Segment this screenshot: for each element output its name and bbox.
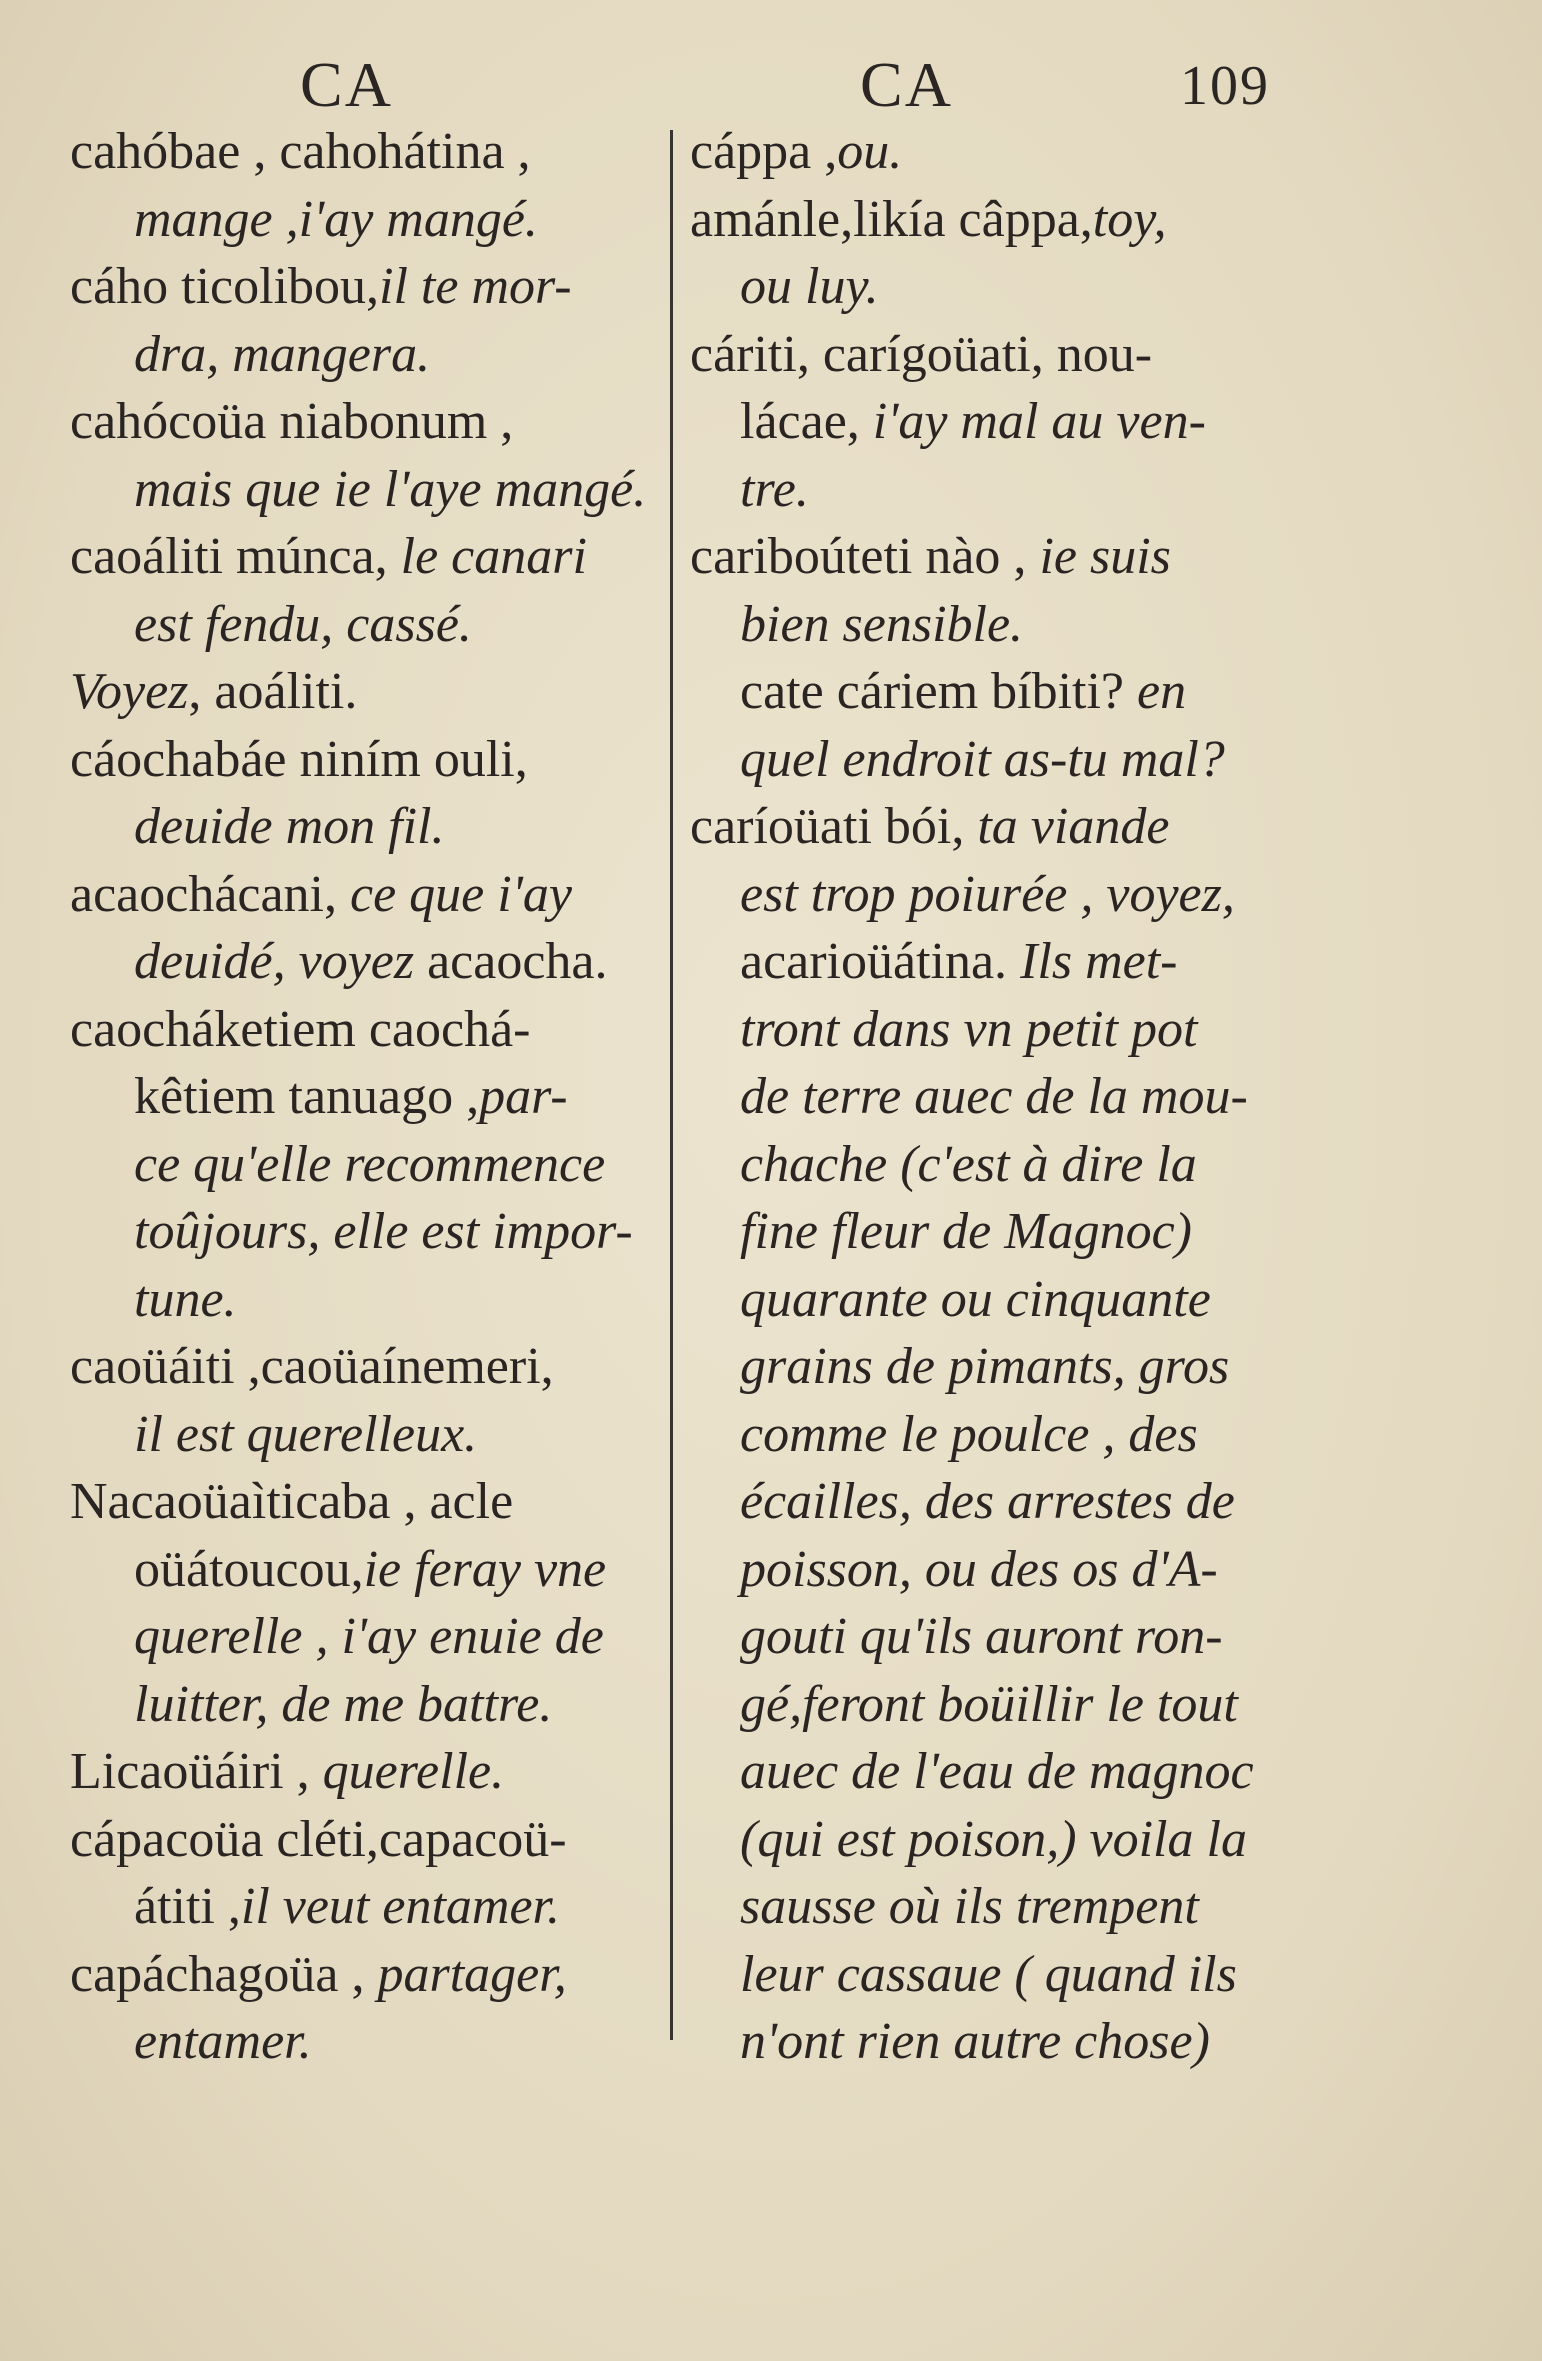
french-gloss: querelle , i'ay enuie de — [134, 1608, 604, 1665]
entry-line — [70, 1806, 670, 1874]
french-gloss: gé,feront boüillir le tout — [740, 1675, 1238, 1733]
entry-line — [70, 253, 670, 321]
entry-line — [690, 1401, 1290, 1469]
french-gloss: toy, — [1092, 190, 1167, 248]
carib-term: capáchagoüa , — [70, 1945, 378, 2003]
carib-term: cáochabáe niním ouli, — [70, 730, 528, 788]
french-gloss: tune. — [134, 1270, 237, 1328]
entry-line — [70, 1333, 670, 1401]
french-gloss: ou. — [837, 123, 903, 180]
french-gloss: écailles, des arrestes de — [740, 1473, 1235, 1530]
entry-line — [690, 726, 1290, 794]
french-gloss: tre. — [740, 460, 809, 518]
carib-term: caoüáiti ,caoüaínemeri, — [70, 1338, 554, 1395]
entry-line — [690, 321, 1290, 389]
entry-line — [690, 523, 1290, 591]
french-gloss: par- — [479, 1068, 568, 1125]
entry-line — [690, 1671, 1290, 1739]
entry-line — [690, 1738, 1290, 1806]
french-gloss: leur cassaue ( quand ils — [740, 1945, 1237, 2003]
french-gloss: chache (c'est à dire la — [740, 1135, 1197, 1193]
entry-line — [690, 118, 1290, 186]
french-gloss: fine fleur de Magnoc) — [740, 1203, 1192, 1260]
carib-term: amánle,likía câppa, — [690, 190, 1093, 248]
french-gloss: (qui est poison,) voila la — [740, 1810, 1247, 1868]
entry-line — [690, 1536, 1290, 1604]
french-gloss: sausse où ils trempent — [740, 1878, 1199, 1935]
right-column — [690, 118, 1290, 2076]
carib-term: acaocha. — [414, 933, 608, 990]
french-gloss: poisson, ou des os d'A- — [740, 1540, 1218, 1598]
right-running-head: CA — [860, 49, 953, 120]
french-gloss: dra, mangera. — [134, 325, 431, 383]
french-gloss: bien sensible. — [740, 595, 1024, 653]
carib-term: cariboúteti nào , — [690, 528, 1040, 585]
entry-line — [70, 658, 670, 726]
carib-term: lácae, — [740, 393, 873, 450]
french-gloss: le canari — [400, 528, 587, 585]
entry-line — [690, 928, 1290, 996]
french-gloss: i'ay mal au ven- — [872, 393, 1206, 450]
entry-line — [70, 1401, 670, 1469]
french-gloss: quel endroit as-tu mal? — [740, 730, 1225, 788]
entry-line — [70, 456, 670, 524]
carib-term: oüátoucou, — [134, 1540, 364, 1598]
entry-line — [690, 1198, 1290, 1266]
entry-line — [690, 1266, 1290, 1334]
entry-line — [70, 321, 670, 389]
column-divider — [670, 130, 673, 2040]
french-gloss: querelle. — [322, 1743, 505, 1800]
french-gloss: de terre auec de la mou- — [740, 1068, 1248, 1125]
carib-term: cáppa , — [690, 123, 838, 180]
french-gloss: mange ,i'ay mangé. — [134, 190, 538, 248]
carib-term: cápacoüa cléti,capacoü- — [70, 1810, 567, 1868]
entry-line — [690, 861, 1290, 929]
carib-term: kêtiem tanuago , — [134, 1068, 480, 1125]
entry-line — [690, 1806, 1290, 1874]
entry-line — [690, 591, 1290, 659]
french-gloss: deuide mon fil. — [134, 798, 445, 855]
entry-line — [690, 456, 1290, 524]
entry-line — [70, 928, 670, 996]
left-column — [70, 118, 670, 2076]
entry-line — [690, 1603, 1290, 1671]
entry-line — [70, 186, 670, 254]
entry-line — [70, 1603, 670, 1671]
carib-term: cáho ticolibou, — [70, 258, 380, 315]
entry-line — [70, 1063, 670, 1131]
entry-line — [70, 1941, 670, 2009]
french-gloss: est trop poiurée , voyez, — [740, 865, 1235, 923]
carib-term: Licaoüáiri , — [70, 1743, 323, 1800]
entry-line — [70, 1738, 670, 1806]
french-gloss: mais que ie l'aye mangé. — [134, 460, 647, 518]
french-gloss: il est querelleux. — [134, 1405, 478, 1463]
entry-line — [690, 388, 1290, 456]
entry-line — [70, 591, 670, 659]
entry-line — [690, 1873, 1290, 1941]
entry-line — [70, 388, 670, 456]
entry-line — [690, 996, 1290, 1064]
french-gloss: il te mor- — [379, 258, 572, 315]
entry-line — [70, 118, 670, 186]
entry-line — [70, 793, 670, 861]
french-gloss: deuidé, voyez — [134, 933, 415, 990]
french-gloss: luitter, de me battre. — [134, 1675, 553, 1733]
carib-term: caocháketiem caochá- — [70, 1000, 531, 1058]
french-gloss: entamer. — [134, 2013, 312, 2070]
carib-term: caríoüati bói, — [690, 798, 978, 855]
entry-line — [690, 2008, 1290, 2076]
french-gloss: partager, — [377, 1945, 567, 2003]
entry-line — [70, 2008, 670, 2076]
french-gloss: ou luy. — [740, 258, 879, 315]
carib-term: caoáliti múnca, — [70, 528, 401, 585]
page-number: 109 — [1180, 55, 1270, 117]
french-gloss: ce qu'elle recommence — [134, 1135, 606, 1193]
entry-line — [690, 253, 1290, 321]
entry-line — [690, 1333, 1290, 1401]
entry-line — [70, 1536, 670, 1604]
entry-line — [70, 861, 670, 929]
french-gloss: grains de pimants, gros — [740, 1338, 1230, 1395]
french-gloss: tront dans vn petit pot — [740, 1000, 1198, 1058]
french-gloss: ta viande — [977, 798, 1170, 855]
french-gloss: Voyez — [70, 663, 189, 720]
french-gloss: gouti qu'ils auront ron- — [740, 1608, 1223, 1665]
french-gloss: ie feray vne — [363, 1540, 607, 1598]
french-gloss: est fendu, cassé. — [134, 595, 472, 653]
entry-line — [70, 1131, 670, 1199]
french-gloss: ce que i'ay — [350, 865, 572, 923]
french-gloss: il veut entamer. — [240, 1878, 561, 1935]
entry-line — [690, 1468, 1290, 1536]
carib-term: cahóbae , cahohátina , — [70, 123, 531, 180]
entry-line — [690, 1063, 1290, 1131]
entry-line — [70, 1671, 670, 1739]
entry-line — [70, 1266, 670, 1334]
french-gloss: toûjours, elle est impor- — [134, 1203, 633, 1260]
french-gloss: en — [1137, 663, 1187, 720]
carib-term: cáriti, carígoüati, nou- — [690, 325, 1153, 383]
french-gloss: quarante ou cinquante — [740, 1270, 1211, 1328]
carib-term: Nacaoüaìticaba , acle — [70, 1473, 514, 1530]
french-gloss: ie suis — [1039, 528, 1171, 585]
entry-line — [690, 658, 1290, 726]
entry-line — [70, 1873, 670, 1941]
carib-term: , aoáliti. — [188, 663, 358, 720]
carib-term: acarioüátina. — [740, 933, 1021, 990]
french-gloss: comme le poulce , des — [740, 1405, 1198, 1463]
french-gloss: n'ont rien autre chose) — [740, 2013, 1210, 2070]
carib-term: cahócoüa niabonum , — [70, 393, 514, 450]
carib-term: átiti , — [134, 1878, 241, 1935]
french-gloss: Ils met- — [1020, 933, 1178, 990]
carib-term: cate cáriem bíbiti? — [740, 663, 1138, 720]
entry-line — [690, 793, 1290, 861]
left-running-head: CA — [300, 49, 393, 120]
entry-line — [690, 1131, 1290, 1199]
entry-line — [70, 996, 670, 1064]
entry-line — [70, 726, 670, 794]
entry-line — [690, 1941, 1290, 2009]
entry-line — [690, 186, 1290, 254]
entry-line — [70, 523, 670, 591]
carib-term: acaochácani, — [70, 865, 351, 923]
french-gloss: auec de l'eau de magnoc — [740, 1743, 1254, 1800]
entry-line — [70, 1198, 670, 1266]
entry-line — [70, 1468, 670, 1536]
